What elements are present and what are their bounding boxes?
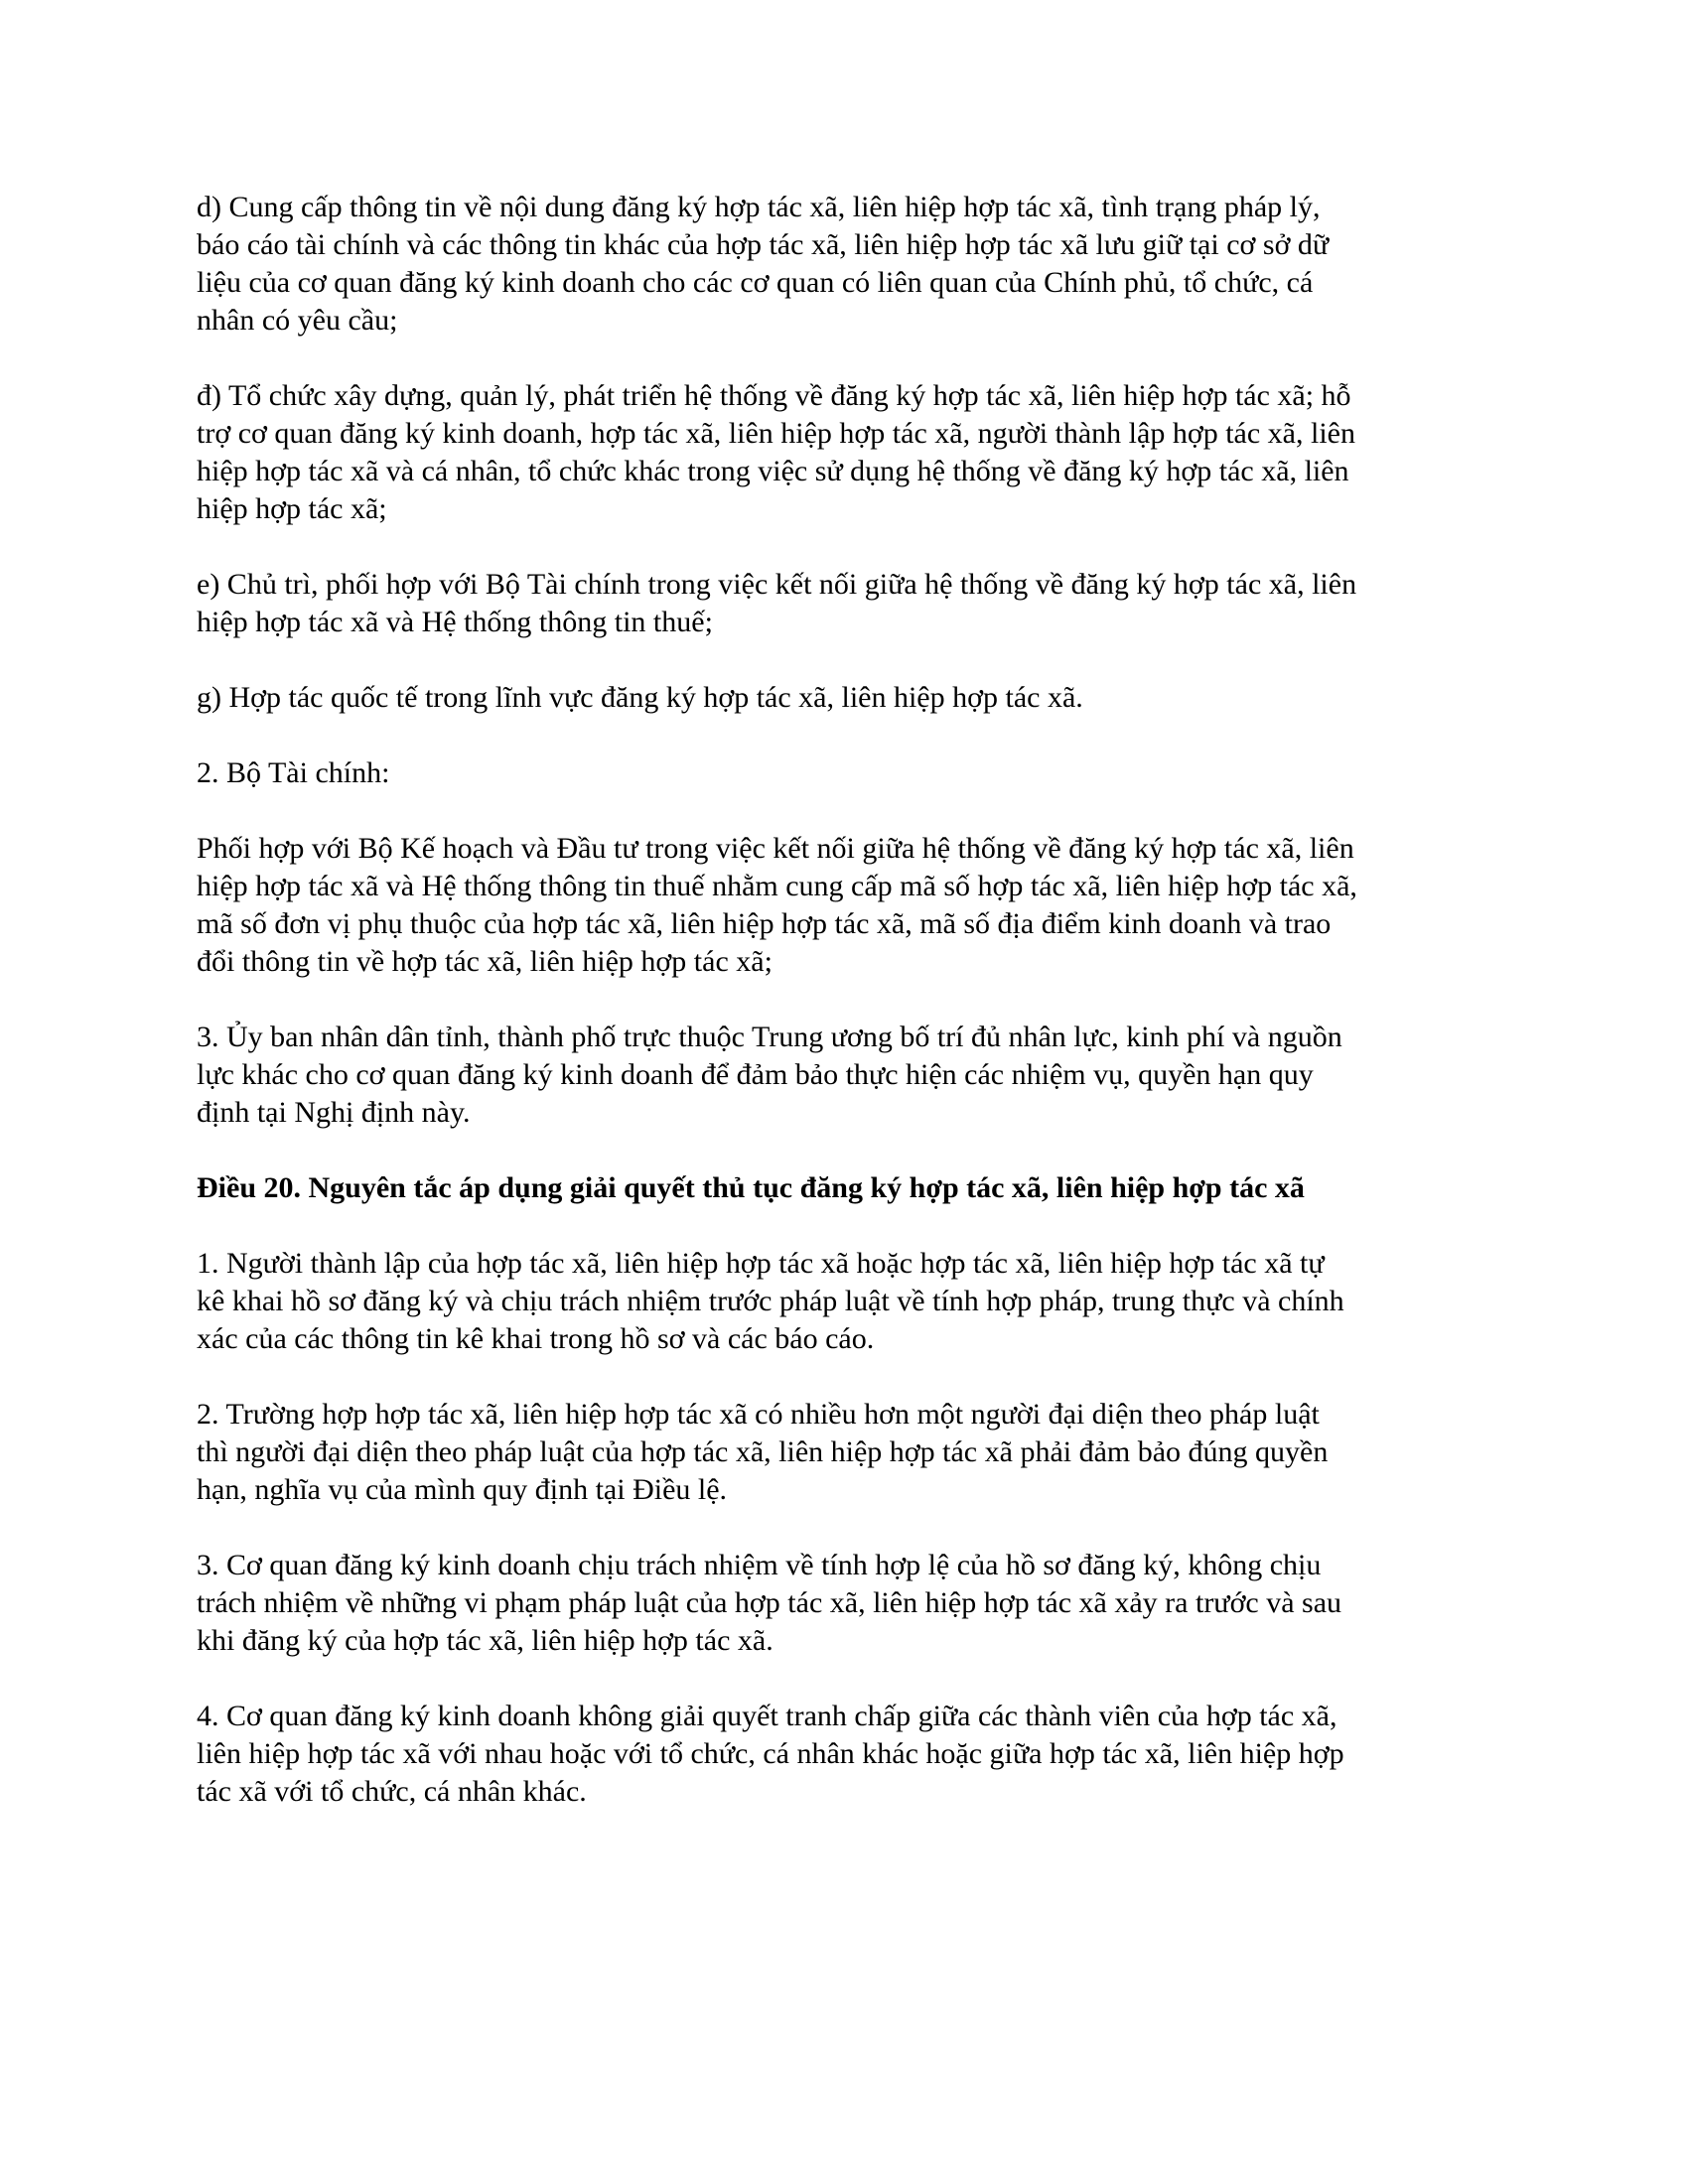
text-line: đ) Tổ chức xây dựng, quản lý, phát triển hệ thống về đăng ký hợp tác xã, liên hiệp hợp tác xã; hỗ (197, 379, 1351, 412)
text-line: 3. Cơ quan đăng ký kinh doanh chịu trách nhiệm về tính hợp lệ của hồ sơ đăng ký, không chịu (197, 1549, 1322, 1581)
text-line: 2. Bộ Tài chính: (197, 756, 390, 789)
document-page (197, 189, 1497, 1848)
text-line: hiệp hợp tác xã; (197, 492, 387, 525)
paragraph-item-3 (197, 1019, 1497, 1132)
text-line: 4. Cơ quan đăng ký kinh doanh không giải quyết tranh chấp giữa các thành viên của hợp tác xã, (197, 1700, 1337, 1732)
text-line: e) Chủ trì, phối hợp với Bộ Tài chính trong việc kết nối giữa hệ thống về đăng ký hợp tác xã, liên (197, 568, 1357, 601)
paragraph-article-20-1 (197, 1245, 1497, 1358)
text-line: g) Hợp tác quốc tế trong lĩnh vực đăng ký hợp tác xã, liên hiệp hợp tác xã. (197, 681, 1083, 714)
text-line: 3. Ủy ban nhân dân tỉnh, thành phố trực thuộc Trung ương bố trí đủ nhân lực, kinh phí và nguồn (197, 1021, 1342, 1053)
paragraph-item-2 (197, 754, 1497, 792)
paragraph-item-e (197, 566, 1497, 641)
text-line: hiệp hợp tác xã và Hệ thống thông tin thuế; (197, 606, 713, 638)
paragraph-article-20-2 (197, 1396, 1497, 1509)
text-line: xác của các thông tin kê khai trong hồ sơ và các báo cáo. (197, 1322, 875, 1355)
paragraph-item-g (197, 679, 1497, 717)
text-line: mã số đơn vị phụ thuộc của hợp tác xã, liên hiệp hợp tác xã, mã số địa điểm kinh doanh và trao (197, 907, 1332, 940)
text-line: trợ cơ quan đăng ký kinh doanh, hợp tác xã, liên hiệp hợp tác xã, người thành lập hợp tác xã, liên (197, 417, 1355, 450)
text-line: định tại Nghị định này. (197, 1096, 471, 1129)
text-line: 1. Người thành lập của hợp tác xã, liên hiệp hợp tác xã hoặc hợp tác xã, liên hiệp hợp tác xã tự (197, 1247, 1325, 1280)
text-line: hạn, nghĩa vụ của mình quy định tại Điều lệ. (197, 1473, 728, 1506)
text-line: hiệp hợp tác xã và Hệ thống thông tin thuế nhằm cung cấp mã số hợp tác xã, liên hiệp hợp tác xã, (197, 870, 1357, 902)
text-line: d) Cung cấp thông tin về nội dung đăng ký hợp tác xã, liên hiệp hợp tác xã, tình trạng pháp lý, (197, 191, 1321, 223)
text-line: 2. Trường hợp hợp tác xã, liên hiệp hợp tác xã có nhiều hơn một người đại diện theo pháp luật (197, 1398, 1320, 1431)
text-line: khi đăng ký của hợp tác xã, liên hiệp hợp tác xã. (197, 1624, 774, 1657)
text-line: nhân có yêu cầu; (197, 304, 398, 337)
text-line: trách nhiệm về những vi phạm pháp luật của hợp tác xã, liên hiệp hợp tác xã xảy ra trước và sau (197, 1586, 1342, 1619)
text-line: kê khai hồ sơ đăng ký và chịu trách nhiệm trước pháp luật về tính hợp pháp, trung thực và chính (197, 1285, 1344, 1317)
text-line: hiệp hợp tác xã và cá nhân, tổ chức khác trong việc sử dụng hệ thống về đăng ký hợp tác xã, liên (197, 455, 1349, 487)
paragraph-article-20-3 (197, 1547, 1497, 1660)
text-line: Phối hợp với Bộ Kế hoạch và Đầu tư trong việc kết nối giữa hệ thống về đăng ký hợp tác xã, liên (197, 832, 1354, 865)
article-heading (197, 1169, 1497, 1207)
text-line: liệu của cơ quan đăng ký kinh doanh cho các cơ quan có liên quan của Chính phủ, tổ chức, cá (197, 266, 1314, 299)
text-line: tác xã với tổ chức, cá nhân khác. (197, 1775, 587, 1808)
paragraph-item-2-body (197, 830, 1497, 981)
paragraph-article-20-4 (197, 1698, 1497, 1811)
text-line: thì người đại diện theo pháp luật của hợp tác xã, liên hiệp hợp tác xã phải đảm bảo đúng quyền (197, 1435, 1329, 1468)
text-line: liên hiệp hợp tác xã với nhau hoặc với tổ chức, cá nhân khác hoặc giữa hợp tác xã, liên hiệp hợp (197, 1737, 1344, 1770)
text-line: đổi thông tin về hợp tác xã, liên hiệp hợp tác xã; (197, 945, 773, 978)
text-line: lực khác cho cơ quan đăng ký kinh doanh để đảm bảo thực hiện các nhiệm vụ, quyền hạn quy (197, 1058, 1314, 1091)
text-line: báo cáo tài chính và các thông tin khác của hợp tác xã, liên hiệp hợp tác xã lưu giữ tại cơ sở dữ (197, 228, 1330, 261)
article-heading-text: Điều 20. Nguyên tắc áp dụng giải quyết thủ tục đăng ký hợp tác xã, liên hiệp hợp tác xã (197, 1171, 1305, 1204)
paragraph-item-dd (197, 377, 1497, 528)
paragraph-item-d (197, 189, 1497, 340)
